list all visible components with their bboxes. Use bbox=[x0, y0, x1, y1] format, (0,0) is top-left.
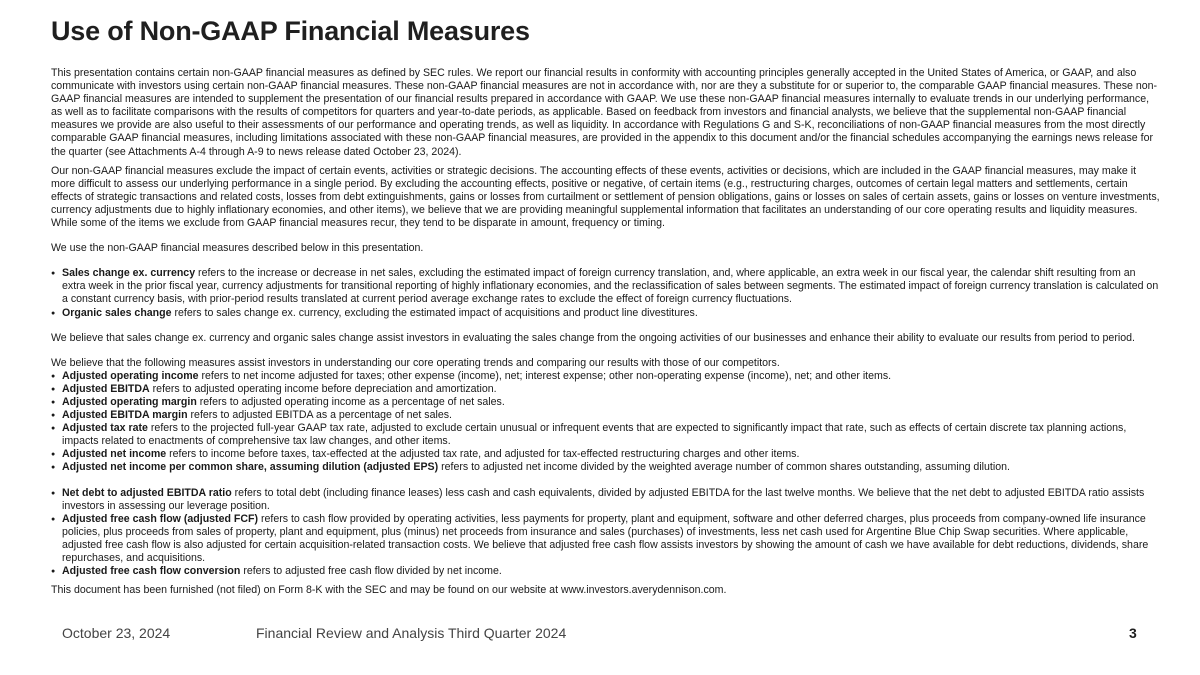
term-definition: refers to adjusted net income divided by the weighted average number of common shares outstanding, assuming dilution. bbox=[438, 461, 1010, 474]
term-definition: refers to sales change ex. currency, excluding the estimated impact of acquisitions and product line divestitures. bbox=[171, 306, 698, 319]
page-title: Use of Non-GAAP Financial Measures bbox=[51, 16, 530, 46]
term-label: Adjusted free cash flow conversion bbox=[62, 565, 241, 578]
list-item bbox=[51, 422, 1161, 448]
term-definition: refers to the projected full-year GAAP tax rate, adjusted to exclude certain unusual or infrequent events that are expected to significantly impact that rate, such as effects of certain discrete tax planning actions, impacts related to enactments of comprehensive tax law changes, and other items. bbox=[62, 422, 1127, 448]
list-item bbox=[51, 383, 1161, 396]
term-label: Sales change ex. currency bbox=[62, 267, 196, 280]
term-label: Adjusted net income per common share, assuming dilution (adjusted EPS) bbox=[62, 461, 439, 474]
term-definition: refers to income before taxes, tax-effected at the adjusted tax rate, and adjusted for tax-effected restructuring charges and other items. bbox=[166, 448, 800, 461]
list-item bbox=[51, 461, 1161, 474]
page-number: 3 bbox=[1129, 625, 1137, 641]
term-label: Net debt to adjusted EBITDA ratio bbox=[62, 486, 232, 499]
list-item bbox=[51, 409, 1161, 422]
term-label: Adjusted free cash flow (adjusted FCF) bbox=[62, 512, 259, 525]
term-definition: refers to adjusted free cash flow divided by net income. bbox=[240, 565, 502, 578]
term-label: Adjusted operating income bbox=[62, 369, 199, 382]
list-item bbox=[51, 396, 1161, 409]
term-label: Adjusted net income bbox=[62, 448, 167, 461]
operating-measures-list bbox=[51, 370, 1161, 475]
term-definition: refers to the increase or decrease in net sales, excluding the estimated impact of foreign currency translation, and, where applicable, an extra week in our fiscal year, the calendar shift resulting from an extra week in the prior fiscal year, currency adjustments for transitional reporting of highly inflationary economies, and the reclassification of sales between segments. The estimated impact of foreign currency translation is calculated on a constant currency basis, with prior-period results translated at current period average exchange rates to exclude the effect of foreign currency fluctuations. bbox=[62, 267, 1159, 306]
term-definition: refers to net income adjusted for taxes; other expense (income), net; interest expense; other non-operating expense (income), net; and other items. bbox=[198, 369, 892, 382]
term-label: Adjusted operating margin bbox=[62, 395, 197, 408]
list-item bbox=[51, 565, 1161, 578]
term-label: Adjusted EBITDA bbox=[62, 382, 150, 395]
term-label: Adjusted EBITDA margin bbox=[62, 409, 188, 422]
operating-intro-paragraph: We believe that the following measures assist investors in understanding our core operating trends and comparing our results with those of our competitors. bbox=[51, 356, 780, 369]
term-label: Organic sales change bbox=[62, 306, 172, 319]
term-definition: refers to adjusted operating income before depreciation and amortization. bbox=[149, 382, 497, 395]
list-item bbox=[51, 513, 1161, 565]
term-definition: refers to total debt (including finance leases) less cash and cash equivalents, divided by adjusted EBITDA for the last twelve months. We believe that the net debt to adjusted EBITDA ratio assists investors in assessing our leverage position. bbox=[62, 486, 1145, 512]
term-definition: refers to adjusted EBITDA as a percentage of net sales. bbox=[187, 409, 452, 422]
term-label: Adjusted tax rate bbox=[62, 422, 148, 435]
footer-title: Financial Review and Analysis Third Quarter 2024 bbox=[256, 625, 567, 641]
measures-intro-paragraph: We use the non-GAAP financial measures described below in this presentation. bbox=[51, 242, 424, 255]
content-body bbox=[51, 67, 1161, 597]
list-item bbox=[51, 267, 1161, 306]
footer-date: October 23, 2024 bbox=[62, 625, 171, 641]
list-item bbox=[51, 448, 1161, 461]
sales-rationale-paragraph: We believe that sales change ex. currency and organic sales change assist investors in evaluating the sales change from the ongoing activities of our businesses and enhance their ability to evaluate our results from period to period. bbox=[51, 331, 1135, 344]
list-item bbox=[51, 370, 1161, 383]
filing-notice-paragraph: This document has been furnished (not filed) on Form 8-K with the SEC and may be found on our website at www.investors.averydennison.com. bbox=[51, 584, 727, 597]
liquidity-measures-list bbox=[51, 487, 1161, 579]
list-item bbox=[51, 487, 1161, 513]
term-definition: refers to cash flow provided by operating activities, less payments for property, plant and equipment, software and other deferred charges, plus proceeds from company-owned life insurance policies, plus proceeds from sales of property, plant and equipment, plus (minus) net proceeds from insurance and sales (purchases) of investments, less net cash used for Argentine Blue Chip Swap securities. Where applicable, adjusted free cash flow is also adjusted for certain acquisition-related transaction costs. We believe that adjusted free cash flow assists investors by showing the amount of cash we have available for debt reductions, dividends, share repurchases, and acquisitions. bbox=[62, 512, 1149, 564]
intro-paragraph: This presentation contains certain non-GAAP financial measures as defined by SEC rules. We report our financial results in conformity with accounting principles generally accepted in the United States of America, or GAAP, and also communicate with investors using certain non-GAAP financial measures. These non-GAAP financial measures are not in accordance with, nor are they a substitute for or superior to, the comparable GAAP financial measures. These non-GAAP financial measures are intended to supplement the presentation of our financial results prepared in accordance with GAAP. We use these non-GAAP financial measures internally to evaluate trends in our underlying performance, as well as to facilitate comparisons with the results of competitors for quarters and year-to-date periods, as applicable. Based on feedback from investors and financial analysts, we believe that the supplemental non-GAAP financial measures we provide are also useful to their assessments of our performance and operating trends, as well as liquidity. In accordance with Regulations G and S-K, reconciliations of non-GAAP financial measures from the most directly comparable GAAP financial measures, including limitations associated with these non-GAAP financial measures, are provided in the appendix to this document and/or the financial schedules accompanying the earnings news release for the quarter (see Attachments A-4 through A-9 to news release dated October 23, 2024). bbox=[51, 67, 1158, 158]
list-item bbox=[51, 307, 1161, 320]
term-definition: refers to adjusted operating income as a percentage of net sales. bbox=[196, 395, 505, 408]
exclusions-paragraph: Our non-GAAP financial measures exclude the impact of certain events, activities or strategic decisions. The accounting effects of these events, activities or decisions, which are included in the GAAP financial measures, may make it more difficult to assess our underlying performance in a single period. By excluding the accounting effects, positive or negative, of certain items (e.g., restructuring charges, outcomes of certain legal matters and settlements, certain effects of strategic transactions and related costs, losses from debt extinguishments, gains or losses from curtailment or settlement of pension obligations, gains or losses on sales of certain assets, gains or losses on venture investments, currency adjustments due to highly inflationary economies, and other items), we believe that we are providing meaningful supplemental information that facilitates an understanding of our core operating results and liquidity measures. While some of the items we exclude from GAAP financial measures recur, they tend to be disparate in amount, frequency or timing. bbox=[51, 164, 1160, 230]
sales-measures-list bbox=[51, 267, 1161, 319]
